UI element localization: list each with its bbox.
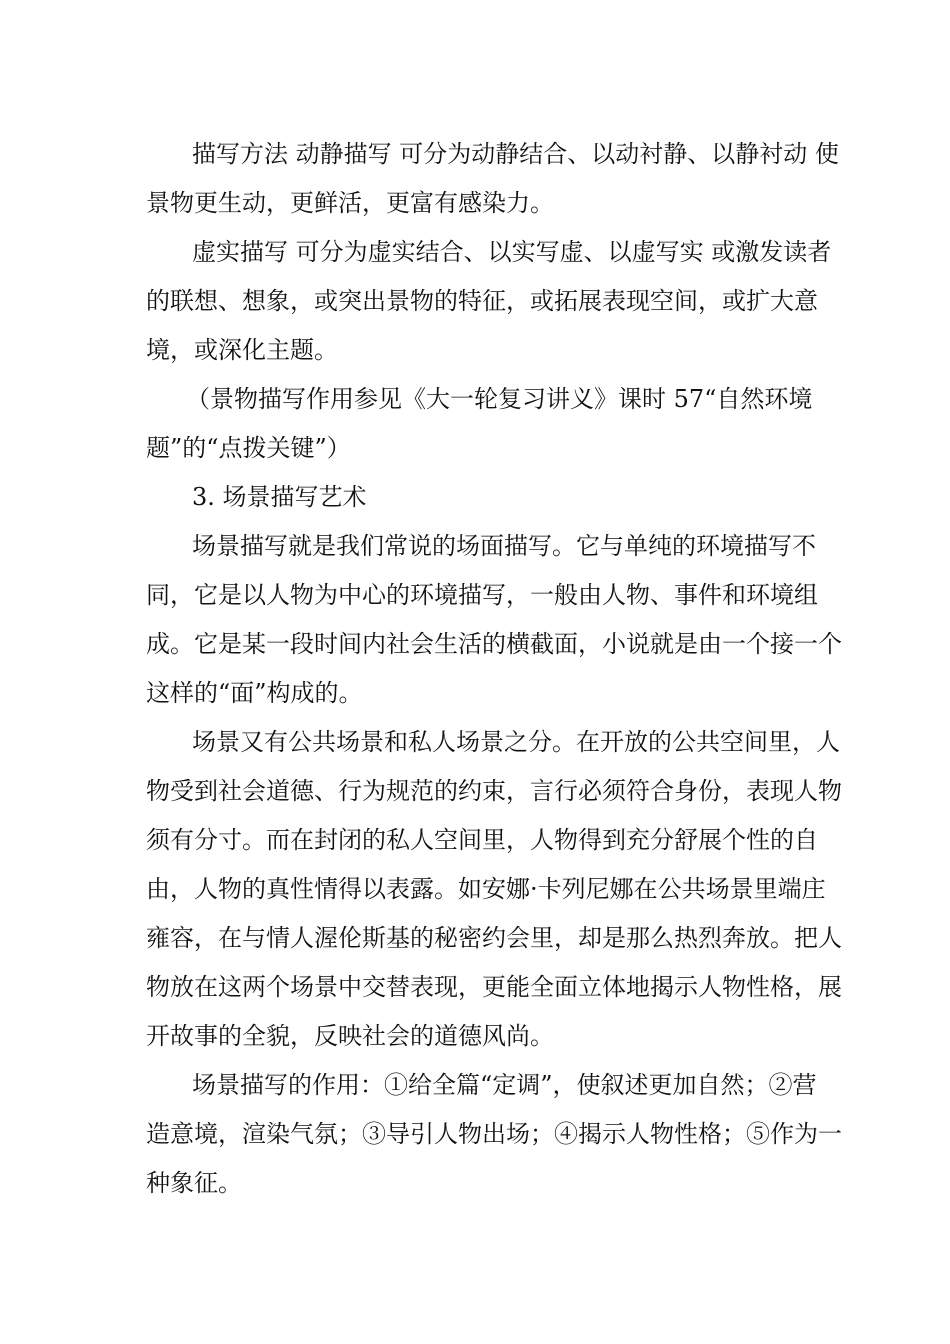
section-heading: 3. 场景描写艺术 [192, 483, 367, 511]
paragraph-scenery-dynamic-static [146, 130, 839, 228]
paragraph-scenery-virtual-real [146, 228, 832, 375]
text-line: 开故事的全貌，反映社会的道德风尚。 [146, 1022, 554, 1050]
section-heading-scene-description [146, 473, 806, 522]
paragraph-scene-functions [146, 1061, 842, 1208]
paragraph-public-private-scenes [146, 718, 842, 1061]
paragraph-scene-definition [146, 522, 842, 718]
document-body [146, 130, 842, 1208]
text-line: 物受到社会道德、行为规范的约束，言行必须符合身份，表现人物 [146, 777, 842, 805]
text-line: 须有分寸。而在封闭的私人空间里，人物得到充分舒展个性的自 [146, 826, 818, 854]
text-line: 物放在这两个场景中交替表现，更能全面立体地揭示人物性格，展 [146, 973, 842, 1001]
text-line: 描写方法 动静描写 可分为动静结合、以动衬静、以静衬动 使 [192, 140, 839, 168]
text-line: 虚实描写 可分为虚实结合、以实写虚、以虚写实 或激发读者 [192, 238, 832, 266]
paragraph-reference-note [146, 375, 813, 473]
text-line: 同，它是以人物为中心的环境描写，一般由人物、事件和环境组 [146, 581, 818, 609]
text-line: 场景又有公共场景和私人场景之分。在开放的公共空间里，人 [192, 728, 840, 756]
text-line: 雍容，在与情人渥伦斯基的秘密约会里，却是那么热烈奔放。把人 [146, 924, 842, 952]
text-line: 种象征。 [146, 1169, 242, 1197]
text-line: （景物描写作用参见《大一轮复习讲义》课时 57“自然环境 [186, 385, 813, 413]
text-line: 场景描写的作用：①给全篇“定调”，使叙述更加自然；②营 [192, 1071, 817, 1099]
text-line: 场景描写就是我们常说的场面描写。它与单纯的环境描写不 [192, 532, 816, 560]
text-line: 的联想、想象，或突出景物的特征，或拓展表现空间，或扩大意 [146, 287, 818, 315]
text-line: 景物更生动，更鲜活，更富有感染力。 [146, 189, 554, 217]
text-line: 这样的“面”构成的。 [146, 679, 363, 707]
text-line: 成。它是某一段时间内社会生活的横截面，小说就是由一个接一个 [146, 630, 842, 658]
text-line: 境，或深化主题。 [146, 336, 338, 364]
text-line: 由，人物的真性情得以表露。如安娜·卡列尼娜在公共场景里端庄 [146, 875, 826, 903]
text-line: 造意境，渲染气氛；③导引人物出场；④揭示人物性格；⑤作为一 [146, 1120, 842, 1148]
text-line: 题”的“点拨关键”） [146, 434, 351, 462]
